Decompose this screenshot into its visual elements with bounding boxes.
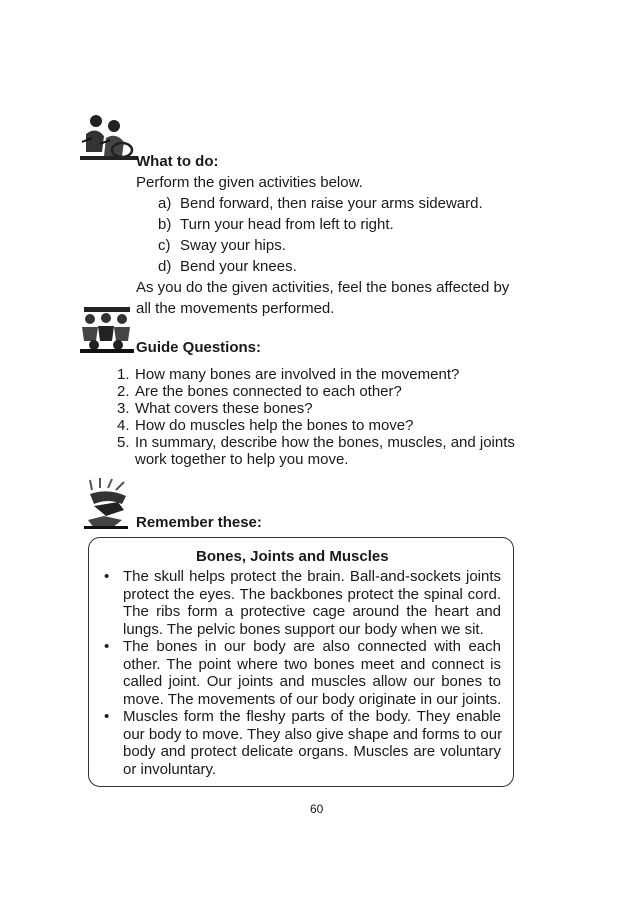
box-title: Bones, Joints and Muscles: [196, 548, 389, 565]
bullet-marker: •: [104, 638, 110, 655]
activity-item: [158, 214, 394, 235]
what-to-do-closing: As you do the given activities, feel the bones affected by: [136, 279, 510, 296]
bullet-line: body and protect delicate organs. Muscles are voluntary: [123, 743, 501, 760]
what-to-do-heading: What to do:: [136, 153, 219, 170]
activity-marker: a): [158, 195, 172, 212]
question-text: How many bones are involved in the movement?: [135, 366, 460, 383]
question-number: 2.: [117, 383, 130, 400]
question-text-continued: work together to help you move.: [135, 451, 349, 468]
thinking-head-icon: [82, 476, 136, 532]
activity-text: Turn your head from left to right.: [180, 216, 394, 233]
activity-text: Bend your knees.: [180, 258, 297, 275]
remember-heading: Remember these:: [136, 514, 262, 531]
question-number: 1.: [117, 366, 130, 383]
activity-item: [158, 193, 483, 214]
bullet-line: The bones in our body are also connected with each: [123, 638, 501, 655]
bullet-marker: •: [104, 708, 110, 725]
guide-questions-heading: Guide Questions:: [136, 339, 262, 356]
what-to-do-closing-cont: all the movements performed.: [136, 300, 335, 317]
activity-marker: d): [158, 258, 172, 275]
question-text: Are the bones connected to each other?: [135, 383, 402, 400]
bullet-line: lungs. The pelvic bones support our body when we sit.: [123, 620, 484, 638]
question-text: How do muscles help the bones to move?: [135, 417, 414, 434]
bullet-line: or involuntary.: [123, 760, 217, 778]
bullet-line: move. The movements of our body originate in our joints.: [123, 690, 502, 708]
question-text: In summary, describe how the bones, muscles, and joints: [135, 434, 515, 451]
question-number: 4.: [117, 417, 130, 434]
activity-marker: b): [158, 216, 172, 233]
bullet-line: The ribs form a protective cage around the heart and: [123, 603, 501, 620]
activity-item: [158, 256, 297, 277]
question-number: 5.: [117, 434, 130, 451]
activity-text: Sway your hips.: [180, 237, 286, 254]
page-number: 60: [310, 802, 324, 816]
bullet-line: The skull helps protect the brain. Ball-and-sockets joints: [123, 568, 501, 585]
bullet-line: other. The point where two bones meet and connect is: [123, 655, 501, 673]
activity-text: Bend forward, then raise your arms sideward.: [180, 195, 483, 212]
question-number: 3.: [117, 400, 130, 417]
bullet-line: called joint. Our joints and muscles allow our bones to: [123, 673, 501, 690]
what-to-do-intro: Perform the given activities below.: [136, 174, 363, 191]
bullet-marker: •: [104, 568, 110, 585]
group-discussion-icon: [78, 305, 136, 355]
question-text: What covers these bones?: [135, 400, 313, 417]
bullet-line: Muscles form the fleshy parts of the body. They enable: [123, 708, 501, 725]
activity-people-icon: [78, 112, 140, 164]
activity-item: [158, 235, 286, 256]
bullet-line: protect the eyes. The backbones protect the spinal cord.: [123, 585, 501, 603]
bullet-line: our body to move. They also give shape and forms to our: [123, 725, 503, 743]
activity-marker: c): [158, 237, 171, 254]
